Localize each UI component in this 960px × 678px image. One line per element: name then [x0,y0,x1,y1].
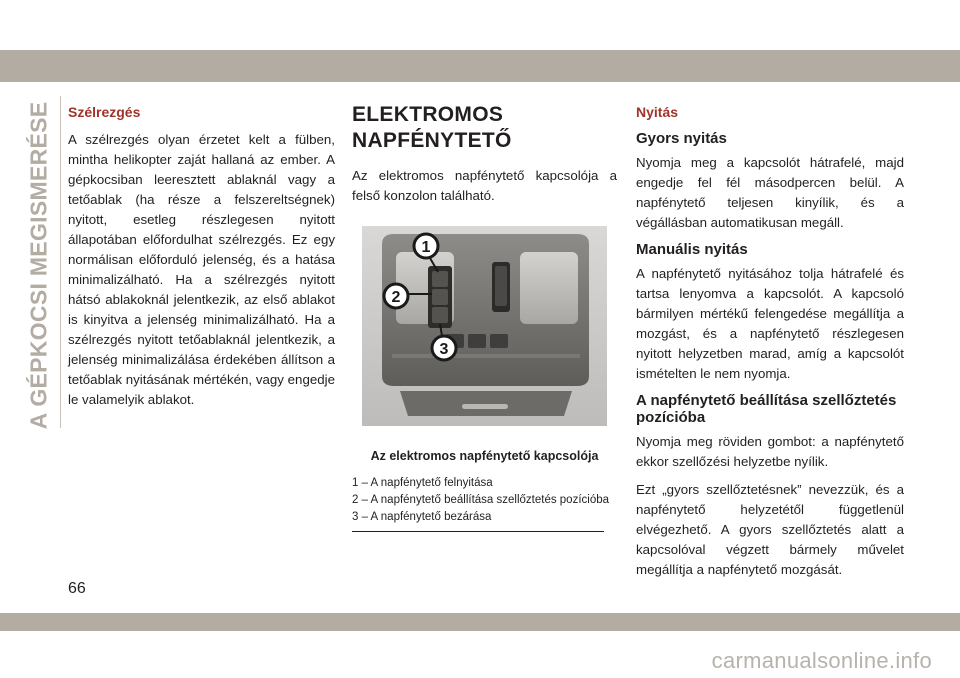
aux-button-2 [468,334,486,348]
paragraph-szelloztetes-2: Ezt „gyors szellőztetésnek” nevezzük, és a napfénytető helyzetétől függetlenül elvégezhető. A gyors szellőztetés alatt a kapcsolóval végzett bármely művelet megállítja a napfénytető mozgását. [636,482,904,577]
caption-item-1: 1 – A napfénytető felnyitása [352,477,493,489]
sunroof-switch-figure [352,226,617,426]
paragraph-szelrezges: A szélrezgés olyan érzetet kelt a fülben, mintha helikopter zaját hallaná az ember. A gépkocsiban leeresztett ablaknál vagy a tetőablak (ha része a felszereltségnek) nyitott, esetleg részlegesen nyitott állapotában előfordulhat szélrezgés. Ez egy normálisan előforduló jelenség, és a hatása minimalizálható. Ha a szélrezgés nyitott hátsó ablakoknál jelentkezik, az első ablakot is kinyitva a jelenség minimalizálható. Ha a szélrezgés nyitott tetőablaknál jelentkezik, a jelenség minimalizálása érdekében állítson a tetőablak nyitásának mértékén, vagy engedje le valamelyik ablakot. [68,132,335,407]
paragraph-manualis-nyitas: A napfénytető nyitásához tolja hátrafelé és tartsa lenyomva a kapcsolót. A kapcsoló bármilyen mértékű felengedése megállítja a mozgást, és a napfénytető részlegesen nyitott helyzetben marad, amíg a kapcsolót ismételten le nem nyomja. [636,266,904,381]
console-grip [462,404,508,409]
caption-divider [352,531,604,532]
column-right [636,100,904,588]
paragraph-gyors-nyitas: Nyomja meg a kapcsolót hátrafelé, majd engedje fel fél másodpercen belül. A napfénytető teljesen kinyílik, és a végállásban automatikusan megáll. [636,155,904,230]
caption-item-3: 3 – A napfénytető bezárása [352,511,492,523]
side-divider [60,96,61,428]
subheading-gyors-nyitas: Gyors nyitás [636,130,727,147]
section-title-line1: ELEKTROMOS [352,103,504,126]
section-title-line2: NAPFÉNYTETŐ [352,129,512,152]
console-seam [392,354,580,358]
bottom-band [0,613,960,631]
watermark: carmanualsonline.info [711,648,932,673]
section-title [352,102,617,154]
overhead-console-illustration [352,226,617,426]
right-lamp [520,252,578,324]
heading-nyitas: Nyitás [636,104,679,120]
callout-2-number: 2 [391,289,401,306]
top-band [0,50,960,82]
aux-button-3 [490,334,508,348]
heading-szelrezges: Szélrezgés [68,104,141,120]
sunroof-open-button [432,271,448,287]
paragraph-intro: Az elektromos napfénytető kapcsolója a felső konzolon található. [352,168,617,203]
paragraph-szelloztetes-1: Nyomja meg röviden gombot: a napfénytető ekkor szellőzési helyzetbe nyílik. [636,434,904,469]
sunroof-close-button [432,307,448,323]
lamp-switch-face [495,266,507,306]
sunroof-vent-button [432,289,448,305]
console-lower-lip [400,391,572,416]
page-number: 66 [68,580,86,597]
section-side-tab-label: A GÉPKOCSI MEGISMERÉSE [25,101,52,429]
subheading-szelloztetes: A napfénytető beállítása szellőztetés pozícióba [636,392,897,426]
callout-3-number: 3 [439,341,449,358]
subheading-manualis-nyitas: Manuális nyitás [636,241,748,258]
caption-item-2: 2 – A napfénytető beállítása szellőztetés pozícióba [352,494,610,506]
section-side-tab [22,100,56,430]
column-left [68,100,335,418]
figure-caption-title: Az elektromos napfénytető kapcsolója [370,449,599,463]
column-middle [352,100,617,532]
callout-1-number: 1 [421,239,431,256]
